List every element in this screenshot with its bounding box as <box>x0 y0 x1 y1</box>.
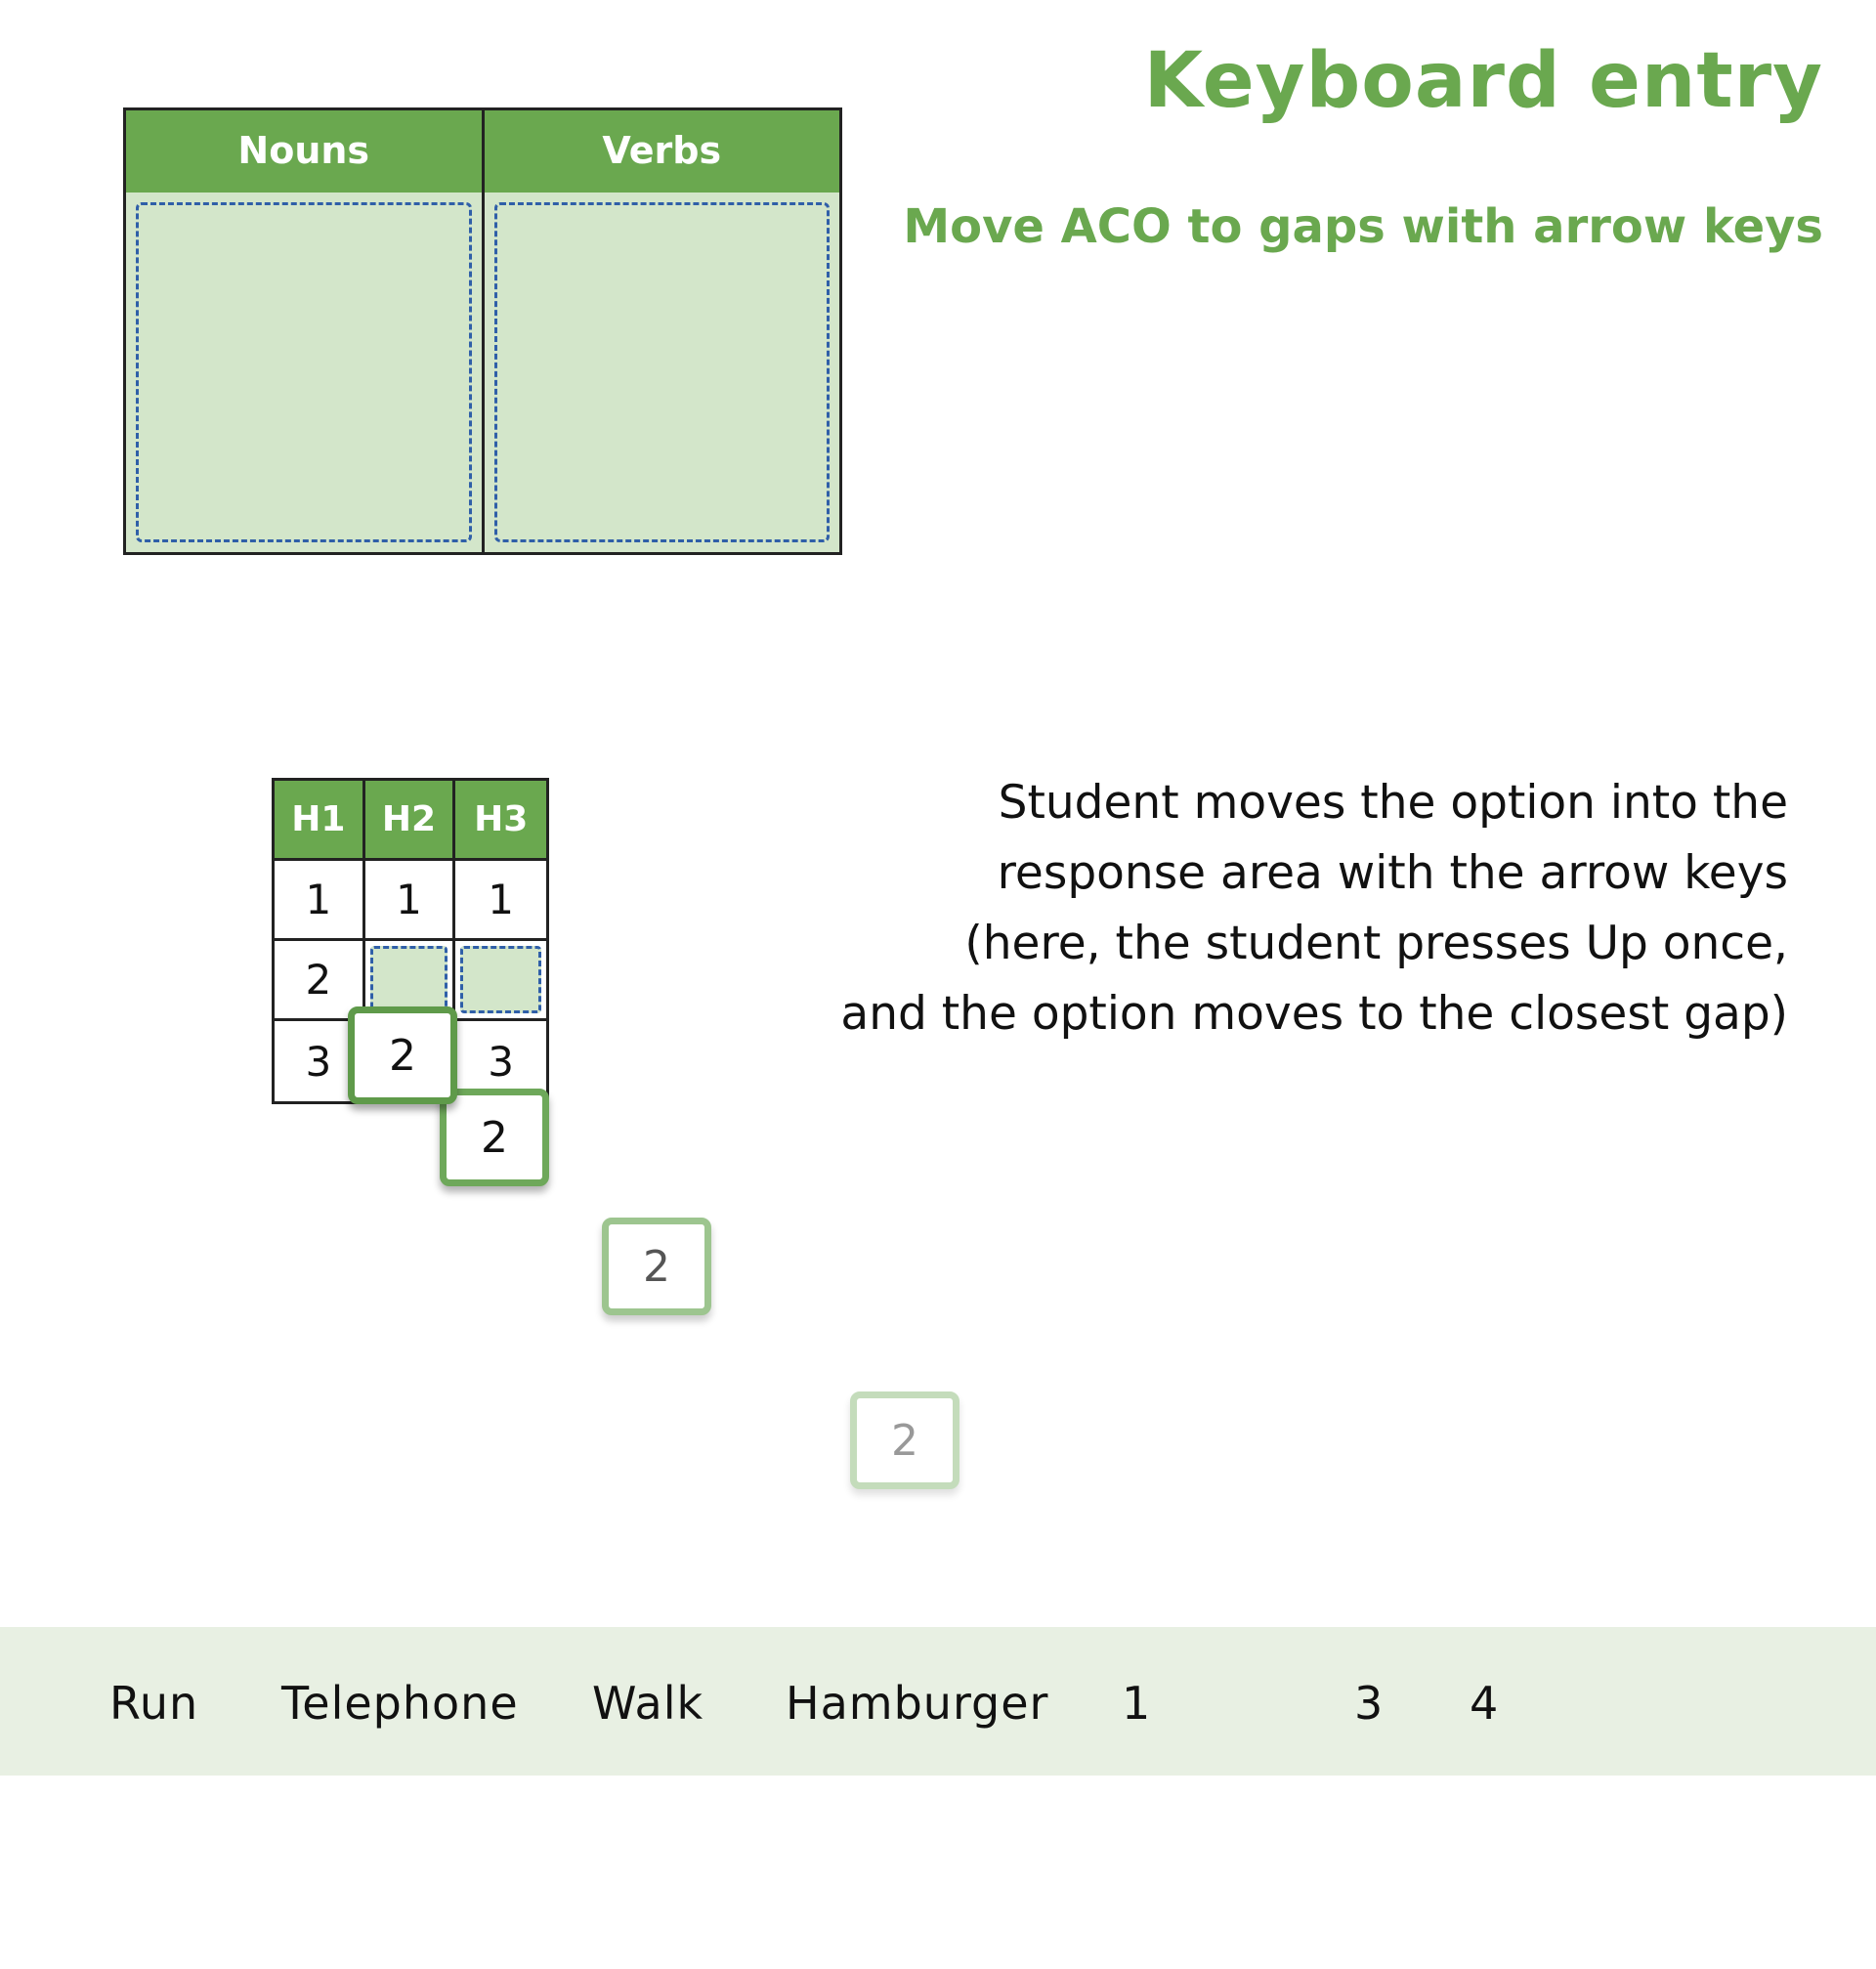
option-hamburger[interactable]: Hamburger <box>786 1677 1049 1730</box>
table-cell: 1 <box>365 861 456 941</box>
gap-drop-zone[interactable] <box>460 946 541 1013</box>
option-walk[interactable]: Walk <box>592 1677 704 1730</box>
nouns-drop-zone[interactable] <box>136 202 472 542</box>
caption-line: response area with the arrow keys <box>997 846 1788 900</box>
option-tile-trail: 2 <box>850 1391 959 1489</box>
option-1[interactable]: 1 <box>1122 1677 1152 1730</box>
caption-line: and the option moves to the closest gap) <box>840 987 1788 1041</box>
board-header-verbs: Verbs <box>485 110 840 193</box>
table-cell: 1 <box>455 861 546 941</box>
verbs-drop-zone[interactable] <box>494 202 831 542</box>
table-cell: 1 <box>275 861 365 941</box>
option-tile-trail: 2 <box>440 1089 549 1186</box>
option-tile-active[interactable]: 2 <box>348 1006 457 1104</box>
table-gap-cell[interactable] <box>455 941 546 1021</box>
option-telephone[interactable]: Telephone <box>281 1677 519 1730</box>
gap-drop-zone[interactable] <box>370 946 448 1013</box>
option-3[interactable]: 3 <box>1354 1677 1385 1730</box>
board-header-nouns: Nouns <box>126 110 482 193</box>
board-column-nouns <box>126 110 482 552</box>
table-header-h3: H3 <box>455 781 546 861</box>
caption-line: (here, the student presses Up once, <box>964 917 1788 970</box>
table-header-h1: H1 <box>275 781 365 861</box>
option-4[interactable]: 4 <box>1470 1677 1500 1730</box>
board-column-verbs <box>482 110 840 552</box>
classification-board <box>123 107 842 555</box>
caption-line: Student moves the option into the <box>998 776 1788 830</box>
option-run[interactable]: Run <box>109 1677 199 1730</box>
option-tile-trail: 2 <box>602 1218 711 1315</box>
table-header-h2: H2 <box>365 781 456 861</box>
table-cell: 2 <box>275 941 365 1021</box>
table-cell: 3 <box>455 1021 546 1101</box>
page-title: Keyboard entry <box>1143 37 1823 125</box>
table-cell: 3 <box>275 1021 365 1101</box>
instruction-caption <box>713 768 1788 1049</box>
page-subtitle: Move ACO to gaps with arrow keys <box>903 199 1823 254</box>
